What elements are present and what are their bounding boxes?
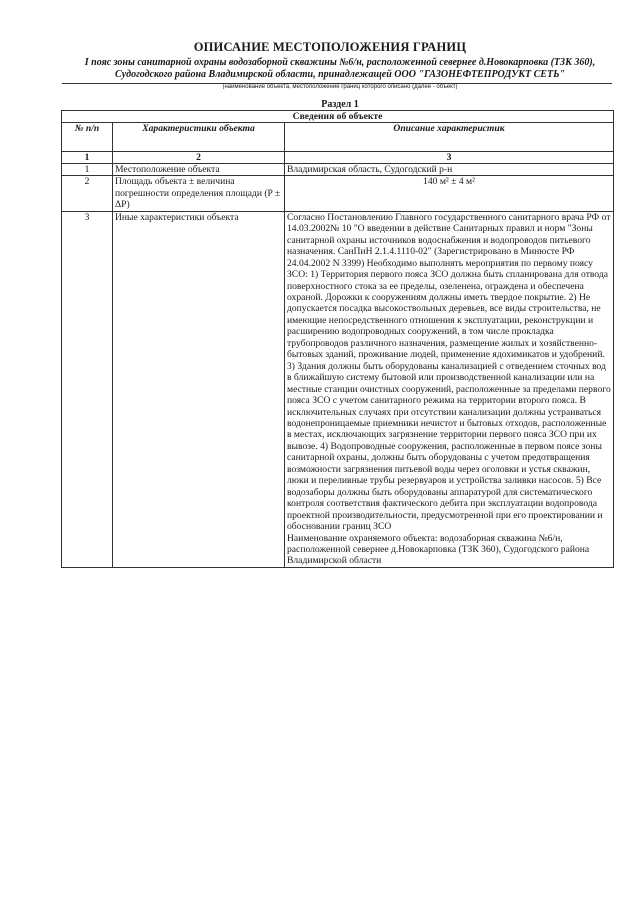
header-characteristic: Характеристики объекта [113,123,285,152]
column-numbers-row [62,152,614,164]
column-number-1: 1 [62,152,113,164]
header-description: Описание характеристик [285,123,614,152]
table-header-row [62,123,614,152]
header-num: № п/п [62,123,113,152]
table-row [62,211,614,567]
row-number: 1 [62,164,113,176]
row-number: 3 [62,211,113,567]
column-number-3: 3 [285,152,614,164]
row-description: Согласно Постановлению Главного государственного санитарного врача РФ от 14.03.2002№ 10 "О введении в действие Санитарных правил и норм "Зоны санитарной охраны источников водоснабжения и водопроводов питьевого назначения. СанПиН 2.1.4.1110-02" (Зарегистрировано в Минюсте РФ 24.04.2002 N 3399) Необходимо выполнять мероприятия по первому поясу ЗСО: 1) Территория первого пояса ЗСО должна быть спланирована для отвода поверхностного стока за ее пределы, озеленена, ограждена и обеспечена охраной. Дорожки к сооружениям должны иметь твердое покрытие. 2) Не допускается посадка высокоствольных деревьев, все виды строительства, не имеющие непосредственного отношения к эксплуатации, реконструкции и расширению водопроводных сооружений, в том числе прокладка трубопроводов различного назначения, размещение жилых и хозяйственно-бытовых зданий, проживание людей, применение ядохимикатов и удобрений. 3) Здания должны быть оборудованы канализацией с отведением сточных вод в ближайшую систему бытовой или производственной канализации или на местные станции очистных сооружений, расположенные за пределами первого пояса ЗСО с учетом санитарного режима на территории второго пояса. В исключительных случаях при отсутствии канализации должны устраиваться водонепроницаемые приемники нечистот и бытовых отходов, расположенные в местах, исключающих загрязнение территории первого пояса ЗСО при их вывозе. 4) Водопроводные сооружения, расположенные в первом поясе зоны санитарной охраны, должны быть оборудованы с учетом предотвращения возможности загрязнения питьевой воды через оголовки и устья скважин, люки и переливные трубы резервуаров и устройства заливки насосов. 5) Все водозаборы должны быть оборудованы аппаратурой для систематического контроля соответствия фактического дебита при эксплуатации водопровода проектной производительности, предусмотренной при его проектировании и обосновании границ ЗСО [287,211,611,533]
object-info-table [61,110,614,568]
object-name-caption: (наименование объекта, местоположение границ которого описано (далее - объект) [222,84,458,90]
table-caption: Сведения об объекте [62,111,614,123]
row-description: Владимирская область, Судогодский р-н [285,164,614,176]
protected-object-name: Наименование охраняемого объекта: водозаборная скважина №6/н, расположенной севернее д.Новокарповка (ТЗК 360), Судогодского района Владимирской области [287,532,590,567]
section-title: Раздел 1 [321,99,359,110]
document-title: ОПИСАНИЕ МЕСТОПОЛОЖЕНИЯ ГРАНИЦ [193,40,467,54]
row-characteristic: Иные характеристики объекта [113,211,285,567]
object-name: I пояс зоны санитарной охраны водозаборной скважины №6/н, расположенной севернее д.Новокарповка (ТЗК 360), Судогодского района Владимирской области, принадлежащей ООО "ГАЗОНЕФТЕПРОДУКТ СЕТЬ" [84,57,596,80]
table-row [62,164,614,176]
column-number-2: 2 [113,152,285,164]
row-characteristic: Местоположение объекта [113,164,285,176]
table-row [62,176,614,211]
row-characteristic: Площадь объекта ± величина погрешности определения площади (P ± ΔP) [113,176,285,211]
table-caption-row [62,111,614,123]
row-description-cell [285,211,614,567]
row-description: 140 м² ± 4 м² [285,176,614,211]
row-number: 2 [62,176,113,211]
